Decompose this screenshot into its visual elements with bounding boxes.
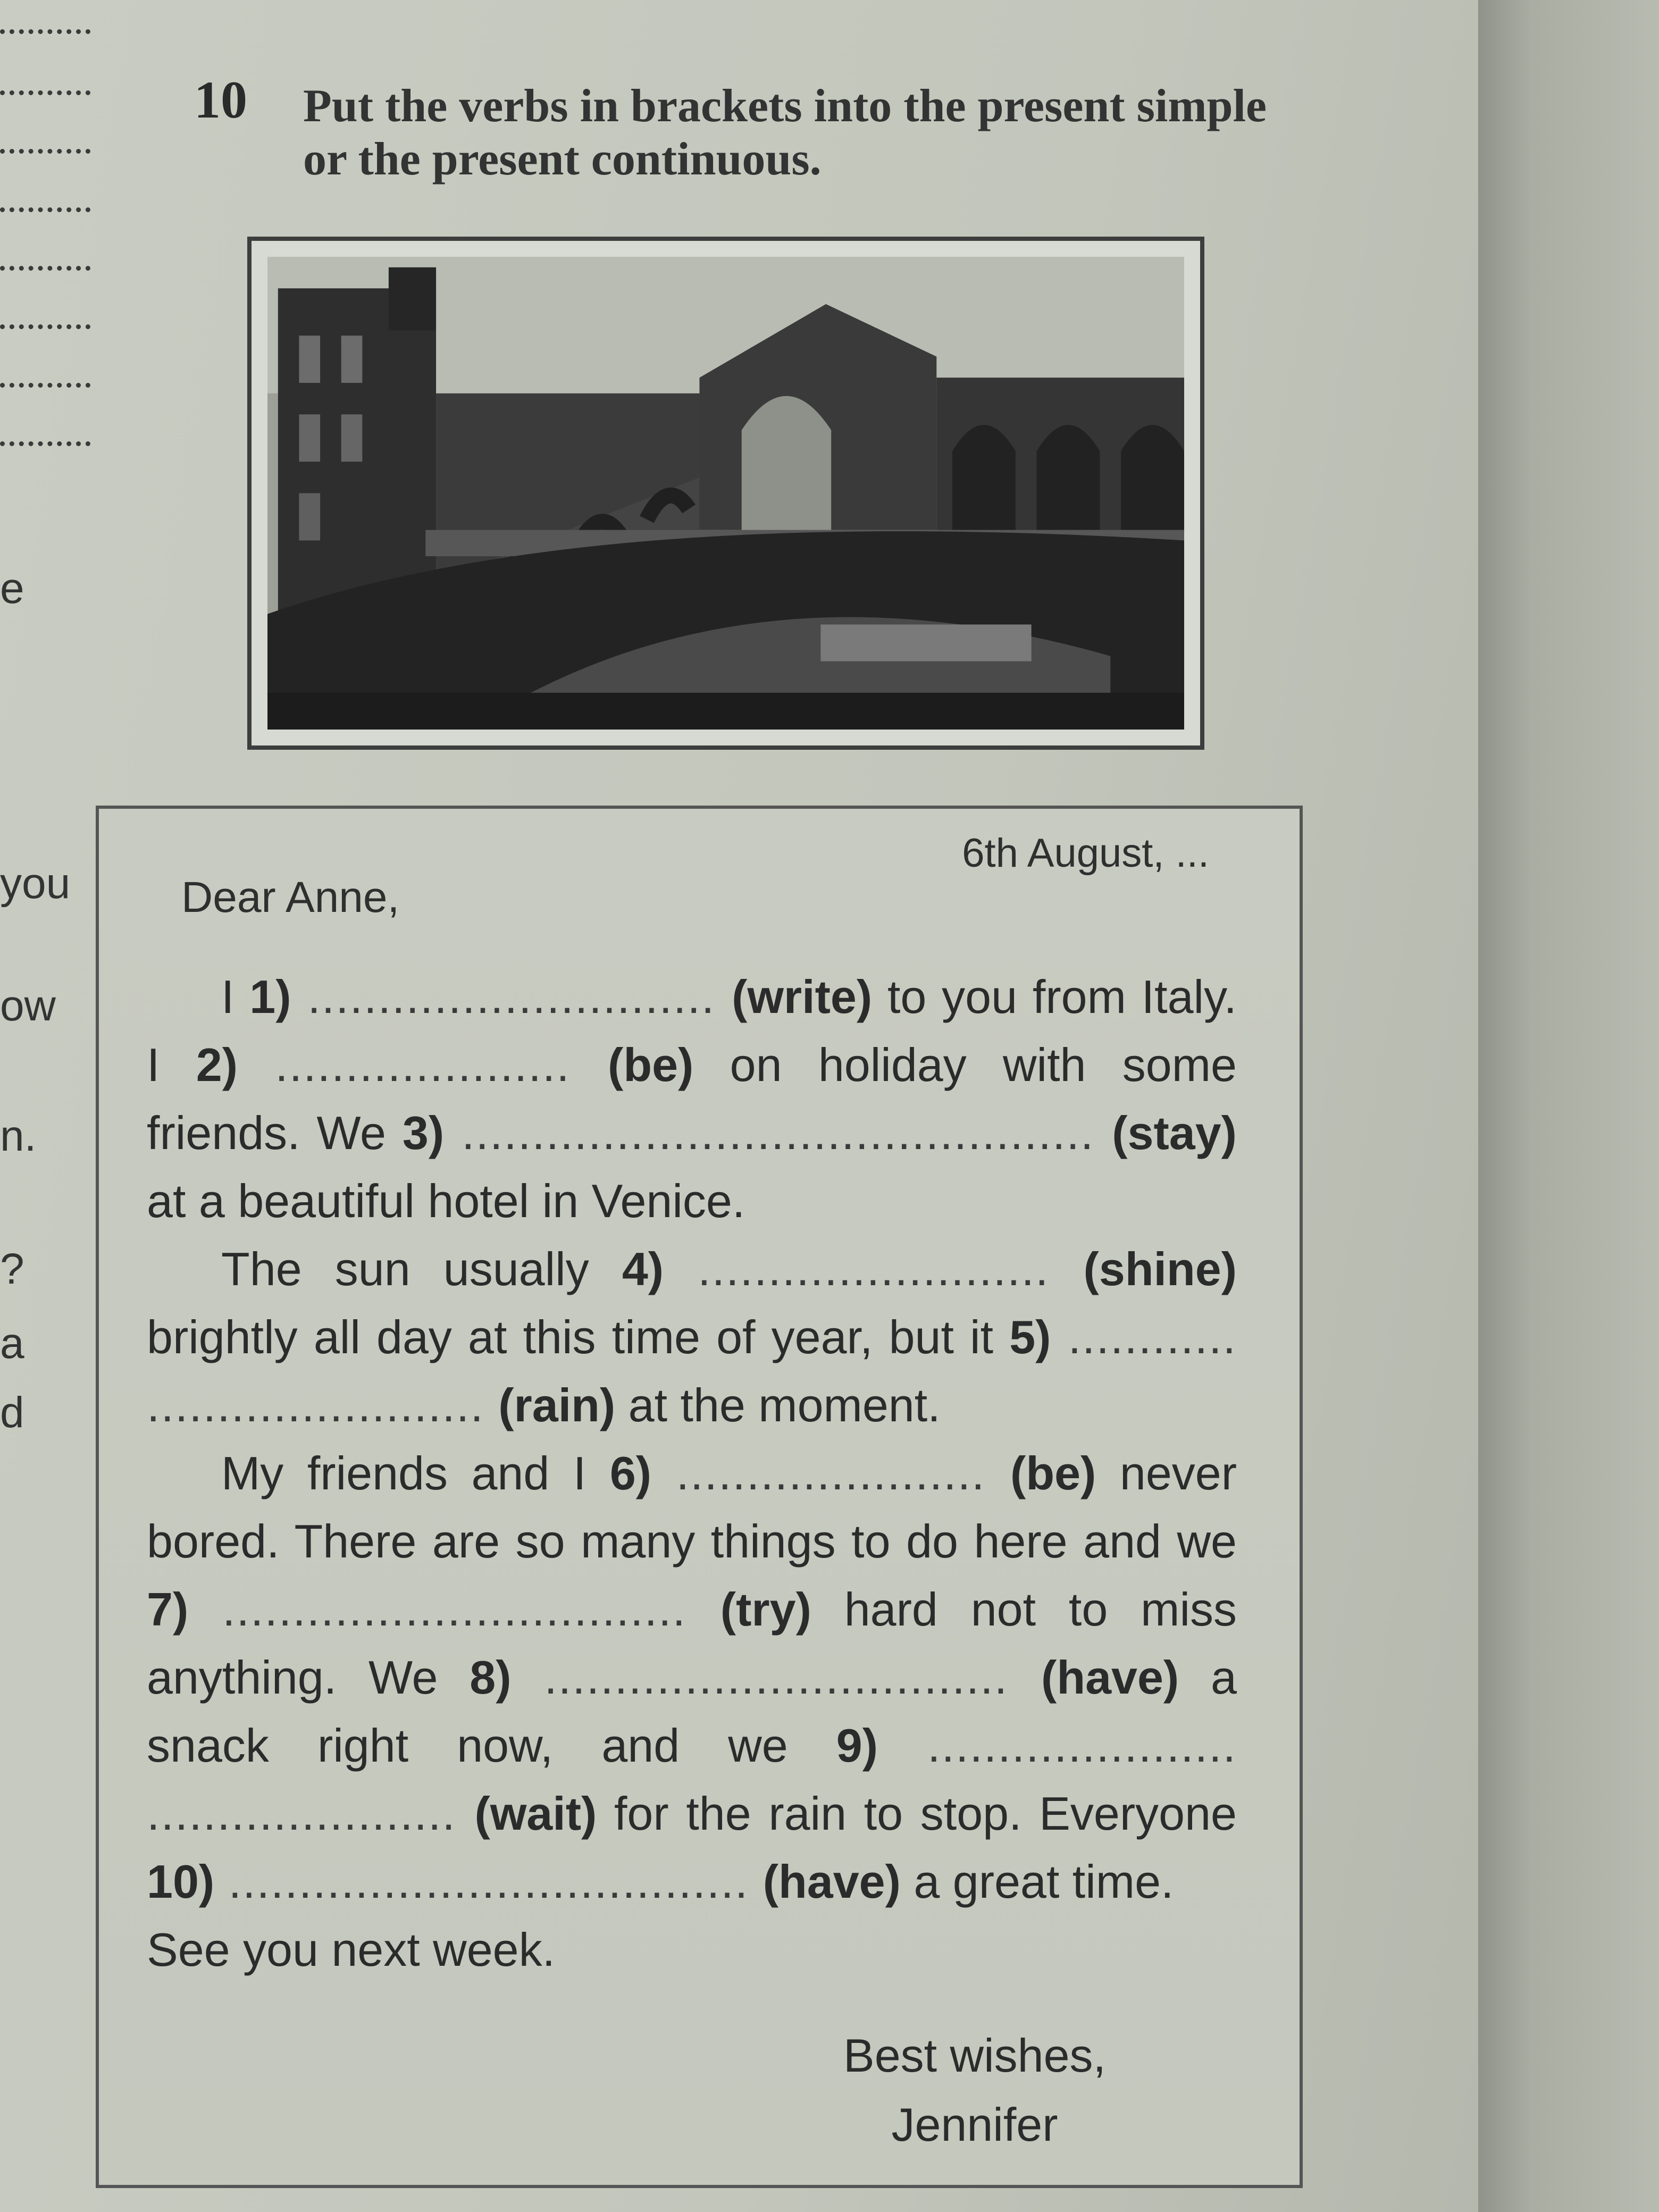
answer-blank[interactable]: ................................. bbox=[511, 1651, 1042, 1704]
paragraph-1 bbox=[147, 963, 1237, 1235]
bridge-illustration bbox=[267, 257, 1184, 730]
margin-fragment: a bbox=[0, 1319, 24, 1368]
verb-cue: (be) bbox=[608, 1038, 694, 1091]
letter-text: never bored. There are so many things to do here and we bbox=[147, 1447, 1237, 1568]
page-shadow bbox=[1478, 0, 1659, 2212]
letter-text: a great time. bbox=[900, 1855, 1174, 1908]
letter-text: at a beautiful hotel in Venice. bbox=[147, 1175, 745, 1227]
letter-salutation: Dear Anne, bbox=[181, 873, 400, 921]
dotted-line bbox=[0, 383, 90, 393]
gap-number: 5) bbox=[1009, 1311, 1051, 1363]
letter-text: to you from Italy. I bbox=[147, 970, 1237, 1091]
exercise-number: 10 bbox=[194, 70, 247, 129]
answer-blank[interactable]: ...................... ...................... bbox=[147, 1719, 1237, 1840]
dotted-line bbox=[0, 207, 90, 217]
verb-cue: (have) bbox=[1041, 1651, 1179, 1704]
exercise-instruction: Put the verbs in brackets into the present simple or the present continuous. bbox=[303, 80, 1267, 185]
verb-cue: (have) bbox=[763, 1855, 901, 1908]
paragraph-3 bbox=[147, 1439, 1237, 1916]
paragraph-4: See you next week. bbox=[147, 1923, 556, 1976]
verb-cue: (wait) bbox=[474, 1787, 597, 1840]
letter-text: at the moment. bbox=[615, 1379, 941, 1431]
answer-blank[interactable]: ............................. bbox=[291, 970, 732, 1023]
gap-number: 1) bbox=[249, 970, 291, 1023]
margin-fragment: d bbox=[0, 1388, 24, 1437]
gap-number: 8) bbox=[470, 1651, 512, 1704]
letter-text: My friends and I bbox=[221, 1447, 610, 1499]
answer-blank[interactable]: ......................... bbox=[664, 1243, 1084, 1295]
answer-blank[interactable]: ............................................. bbox=[444, 1107, 1112, 1159]
letter-text: on holiday with some friends. We bbox=[147, 1038, 1237, 1159]
letter-closing bbox=[843, 2021, 1106, 2159]
paragraph-2 bbox=[147, 1235, 1237, 1439]
dotted-line bbox=[0, 29, 90, 39]
margin-fragment: n. bbox=[0, 1112, 37, 1160]
answer-blank[interactable]: ..................................... bbox=[214, 1855, 763, 1908]
gap-number: 4) bbox=[622, 1243, 664, 1295]
dotted-line bbox=[0, 90, 90, 100]
margin-fragment: e bbox=[0, 564, 24, 613]
letter-date: 6th August, ... bbox=[962, 831, 1209, 876]
verb-cue: (try) bbox=[720, 1583, 811, 1636]
verb-cue: (write) bbox=[732, 970, 873, 1023]
letter-body bbox=[147, 963, 1237, 1984]
rialto-bridge-photo bbox=[247, 237, 1204, 750]
verb-cue: (shine) bbox=[1083, 1243, 1237, 1295]
answer-blank[interactable]: ............ ........................ bbox=[147, 1311, 1237, 1431]
gap-number: 2) bbox=[196, 1038, 238, 1091]
gap-number: 3) bbox=[402, 1107, 445, 1159]
margin-fragment: you bbox=[0, 859, 71, 908]
margin-fragment: ow bbox=[0, 982, 56, 1030]
dotted-line bbox=[0, 441, 90, 451]
gap-number: 6) bbox=[609, 1447, 652, 1499]
letter-text: for the rain to stop. Everyone bbox=[597, 1787, 1237, 1840]
answer-blank[interactable]: ................................. bbox=[188, 1583, 720, 1636]
answer-blank[interactable]: ..................... bbox=[238, 1038, 608, 1091]
letter-text: The sun usually bbox=[221, 1243, 622, 1295]
verb-cue: (be) bbox=[1010, 1447, 1096, 1499]
gap-number: 9) bbox=[836, 1719, 878, 1772]
gap-number: 10) bbox=[147, 1855, 215, 1908]
letter-text: a snack right now, and we bbox=[147, 1651, 1237, 1772]
dotted-line bbox=[0, 266, 90, 276]
letter-text: hard not to miss anything. We bbox=[147, 1583, 1237, 1704]
answer-blank[interactable]: ...................... bbox=[651, 1447, 1011, 1499]
letter-card bbox=[96, 806, 1303, 2188]
letter-text: I bbox=[221, 970, 250, 1023]
gap-number: 7) bbox=[147, 1583, 189, 1636]
letter-text: brightly all day at this time of year, but it bbox=[147, 1311, 1010, 1363]
verb-cue: (rain) bbox=[498, 1379, 616, 1431]
verb-cue: (stay) bbox=[1112, 1107, 1237, 1159]
margin-fragment: ? bbox=[0, 1245, 24, 1293]
closing-phrase: Best wishes, bbox=[843, 2029, 1106, 2082]
dotted-line bbox=[0, 149, 90, 159]
dotted-line bbox=[0, 324, 90, 334]
signature: Jennifer bbox=[891, 2098, 1058, 2151]
